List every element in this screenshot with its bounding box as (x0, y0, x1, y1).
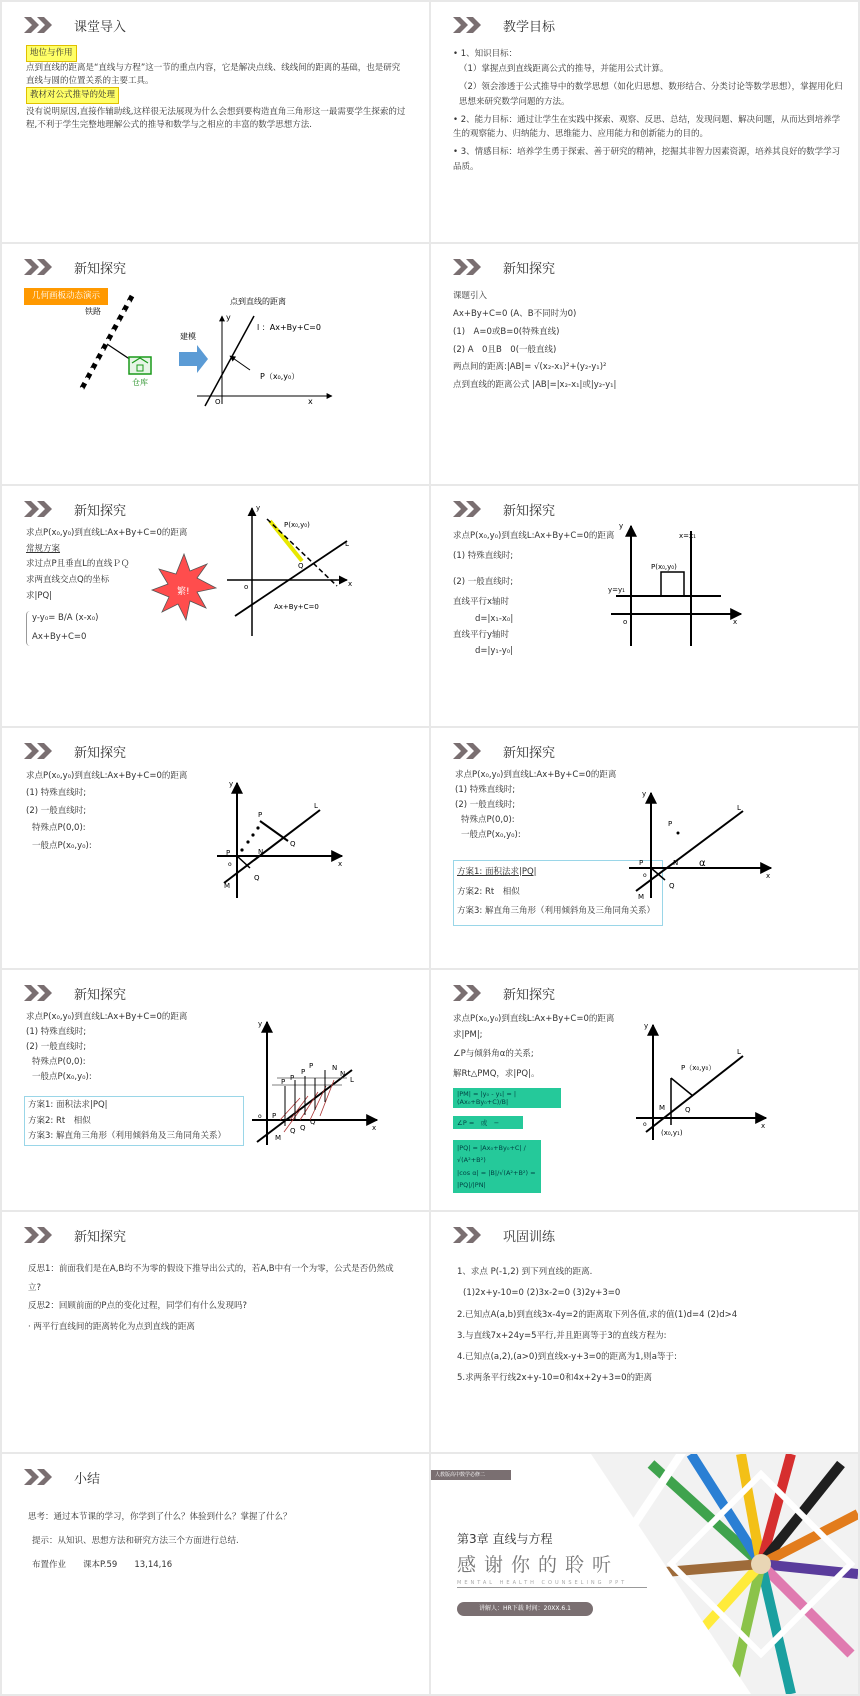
chevron-icon (453, 1227, 487, 1243)
slide-9[interactable] (2, 970, 429, 1210)
svg-text:x: x (761, 1122, 766, 1130)
slide-body: 课题引入 Ax+By+C=0 (A、B不同时为0) (1) A=0或B=0(特殊直线) (2) A 0且B 0(一般直线) 两点间的距离:|AB|= √(x₂-x₁)²+(y₂-y₁)² 点到直线的距离公式 |AB|=|x₂-x₁|或|y₂-y₁| (453, 291, 617, 391)
chevron-icon (24, 1469, 58, 1485)
line-label: l ：Ax+By+C=0 (257, 323, 321, 332)
slide-title: 新知探究 (503, 261, 556, 277)
svg-text:α: α (699, 858, 706, 869)
svg-text:P（x₀,y₀）: P（x₀,y₀） (681, 1064, 716, 1072)
svg-text:y: y (256, 504, 261, 512)
slide-title: 新知探究 (74, 987, 127, 1003)
svg-text:O: O (215, 398, 221, 406)
plans-list: 方案1: 面积法求|PQ| 方案2: Rt 相似 方案3: 解直角三角形（利用倾斜角及三角同角关系） (28, 1100, 226, 1142)
graph-title: 点到直线的距离 (230, 297, 286, 306)
geometry-diagram (431, 970, 858, 1210)
slide-body: 求点P(x₀,y₀)到直线L:Ax+By+C=0的距离 (1) 特殊直线时; (2) 一般直线时; 直线平行x轴时 d=|x₁-x₀| 直线平行y轴时 d=|y₁-y₀| (453, 531, 615, 656)
list-item: （2）领会渗透于公式推导中的数学思想（如化归思想、数形结合、分类讨论等数学思想），掌握用化归思想来研究数学问题的方法。 (459, 81, 843, 107)
svg-text:P: P (258, 811, 263, 819)
list-item: • 3、情感目标：培养学生勇于探索、善于研究的精神，挖掘其非智力因素资源，培养其良好的数学学习品质。 (453, 147, 841, 173)
svg-text:L: L (314, 802, 318, 810)
slide-7[interactable] (2, 728, 429, 968)
svg-text:Q: Q (669, 882, 675, 890)
svg-text:N: N (673, 859, 679, 867)
svg-text:P: P (281, 1078, 286, 1086)
slide-13[interactable] (2, 1454, 429, 1694)
slide-2[interactable] (431, 2, 858, 242)
slide-body: 求点P(x₀,y₀)到直线L:Ax+By+C=0的距离 (1) 特殊直线时; (2) 一般直线时; 特殊点P(0,0): 一般点P(x₀,y₀): (455, 770, 617, 840)
svg-text:x: x (372, 1124, 377, 1132)
exercise-list: 1、求点 P(-1,2) 到下列直线的距离. (1)2x+y-10=0 (2)3x-2=0 (3)2y+3=0 2.已知点A(a,b)到直线3x-4y=2的距离取下列各值,求的值(1)d=4 (2)d>4 3.与直线7x+24y=5平行,并且距离等于3的直线方程为: 4.已知点(a,2),(a>0)到直线x-y+3=0的距离为1,则a等于: 5.求两条平行线2x+y-10=0和4x+2y+3=0的距离 (457, 1267, 738, 1384)
svg-text:Q: Q (290, 840, 296, 848)
svg-text:Q: Q (298, 562, 304, 570)
slide-header (453, 256, 555, 278)
slide-body: 求点P(x₀,y₀)到直线L:Ax+By+C=0的距离 常规方案 求过点P且垂直L的直线ＰＱ 求两直线交点Q的坐标 求|PQ| y-y₀= B/A (x-x₀) Ax+By+C=0 (26, 526, 187, 646)
geometry-diagram (2, 486, 429, 726)
slide-header (453, 1224, 555, 1246)
svg-text:Q: Q (290, 1127, 296, 1135)
divider (457, 1587, 647, 1588)
slide-title: 新知探究 (503, 987, 556, 1003)
slide-14[interactable] (431, 1454, 858, 1694)
slide-title: 新知探究 (503, 745, 556, 761)
svg-text:y: y (642, 790, 647, 798)
slide-title: 教学目标 (503, 19, 556, 35)
rail-diagram (2, 244, 429, 484)
svg-text:y: y (619, 522, 624, 530)
svg-text:Q: Q (685, 1106, 691, 1114)
slide-header (24, 1224, 126, 1246)
slide-6[interactable] (431, 486, 858, 726)
formula-angle: ∠P = 或 − (453, 1116, 523, 1129)
geometry-diagram (2, 970, 429, 1210)
thanks-title: 感谢你的聆听 (457, 1554, 620, 1576)
rail-label: 铁路 (85, 307, 101, 316)
formula-pq: |PQ| = |Ax₀+By₀+C| / √(A²+B²) |cos α| = |B|/√(A²+B²) = |PQ|/|PN| (453, 1140, 541, 1193)
model-label: 建模 (180, 332, 196, 341)
slide-body (453, 47, 843, 175)
slide-header (24, 1466, 100, 1488)
warehouse-label: 仓库 (132, 378, 148, 387)
svg-text:M: M (224, 882, 231, 890)
geometry-diagram (2, 728, 429, 968)
svg-text:o: o (623, 618, 628, 626)
slide-8[interactable] (431, 728, 858, 968)
plans-list: 方案1: 面积法求|PQ| 方案2: Rt 相似 方案3: 解直角三角形（利用倾斜角及三角同角关系） (457, 867, 655, 917)
slide-header (453, 14, 555, 36)
svg-text:x: x (348, 580, 353, 588)
svg-text:o: o (228, 861, 232, 868)
svg-text:N: N (340, 1070, 346, 1078)
geometry-diagram (431, 728, 858, 968)
slide-title: 新知探究 (74, 1229, 127, 1245)
svg-text:N: N (332, 1064, 338, 1072)
svg-text:x: x (766, 872, 771, 880)
svg-text:P: P (226, 849, 231, 857)
svg-text:x: x (338, 860, 343, 868)
svg-text:o: o (244, 583, 249, 591)
svg-text:P: P (309, 1062, 314, 1070)
svg-text:L: L (350, 1076, 354, 1084)
slide-title: 课堂导入 (74, 19, 127, 35)
geometry-diagram (431, 486, 858, 726)
slide-1[interactable] (2, 2, 429, 242)
list-item: • 2、能力目标：通过让学生在实践中探索、观察、反思、总结，发现问题、解决问题，从而达到培养学生的观察能力、归纳能力、思维能力、应用能力和创新能力的目的。 (453, 114, 841, 140)
svg-text:o: o (643, 872, 647, 879)
svg-text:y: y (226, 313, 231, 322)
point-label: P（x₀,y₀） (260, 372, 300, 381)
slide-11[interactable] (2, 1212, 429, 1452)
slide-title: 新知探究 (74, 261, 127, 277)
svg-text:x: x (308, 397, 313, 406)
slide-body: 求点P(x₀,y₀)到直线L:Ax+By+C=0的距离 (1) 特殊直线时; (2) 一般直线时; 特殊点P(0,0): 一般点P(x₀,y₀): (26, 1012, 188, 1082)
svg-text:L: L (345, 540, 349, 548)
equation-system: y-y₀= B/A (x-x₀) Ax+By+C=0 (26, 611, 187, 646)
model-arrow-icon (179, 345, 208, 373)
slide-title: 新知探究 (74, 745, 127, 761)
list-item: （1）掌握点到直线距离公式的推导，并能用公式计算。 (459, 63, 669, 74)
chevron-icon (453, 259, 487, 275)
slide-body: 求点P(x₀,y₀)到直线L:Ax+By+C=0的距离 求|PM|; ∠P与倾斜角α的关系; 解Rt△PMQ，求|PQ|。 (453, 1014, 615, 1080)
chapter-title: 第3章 直线与方程 (457, 1532, 553, 1546)
svg-text:o: o (258, 1113, 262, 1120)
svg-text:(x₀,y₁): (x₀,y₁) (661, 1129, 683, 1137)
svg-text:L: L (737, 804, 741, 812)
svg-text:L: L (737, 1048, 741, 1056)
slide-title: 新知探究 (503, 503, 556, 519)
list-item: • 1、知识目标： (453, 49, 518, 59)
slide-4[interactable] (431, 244, 858, 484)
svg-text:P(x₀,y₀): P(x₀,y₀) (651, 563, 677, 571)
slide-header (24, 14, 126, 36)
slide-title: 新知探究 (74, 503, 127, 519)
svg-text:Q: Q (300, 1124, 306, 1132)
svg-text:M: M (275, 1134, 282, 1142)
slide-body: 思考：通过本节课的学习，你学到了什么？体验到什么？掌握了什么？ 提示：从知识、思想方法和研究方法三个方面进行总结. 布置作业 课本P.59 13,14,16 (28, 1512, 292, 1570)
svg-text:y: y (258, 1020, 263, 1028)
svg-text:P(x₀,y₀): P(x₀,y₀) (284, 521, 310, 529)
chevron-icon (24, 17, 58, 33)
svg-text:N: N (258, 848, 264, 856)
formula-pm: |PM| = |y₀ - y₁| = |(Ax₀+By₀+C)/B| (453, 1088, 561, 1108)
svg-text:P: P (301, 1068, 306, 1076)
paragraph: 点到直线的距离是“直线与方程”这一节的重点内容，它是解决点线、线线间的距离的基础，也是研究直线与圆的位置关系的主要工具。 (26, 62, 401, 86)
slide-5[interactable] (2, 486, 429, 726)
svg-text:P: P (290, 1074, 295, 1082)
speaker-pill: 讲解人：HR下载 时间：20XX.6.1 (457, 1602, 593, 1616)
badge: 人教版高中数学必修二 (431, 1470, 511, 1480)
slide-title: 巩固训练 (503, 1229, 556, 1245)
chevron-icon (24, 1227, 58, 1243)
svg-text:x=x₁: x=x₁ (679, 532, 696, 540)
paragraph: 没有说明原因,直接作辅助线,这样很无法展现为什么会想到要构造直角三角形这一最需要学生探索的过程,不利于学生完整地理解公式的推导和数学与之相应的丰富的数学思想方法. (26, 107, 406, 130)
svg-text:y: y (229, 780, 234, 788)
svg-text:M: M (638, 893, 645, 901)
svg-text:P: P (639, 859, 644, 867)
chevron-icon (453, 17, 487, 33)
svg-text:Q: Q (254, 874, 260, 882)
tag-dynamic-demo[interactable]: 几何画板动态演示 (24, 288, 108, 305)
slide-3[interactable] (2, 244, 429, 484)
svg-text:x: x (733, 618, 738, 626)
slide-body: 反思1：前面我们是在A,B均不为零的假设下推导出公式的，若A,B中有一个为零，公式是否仍然成立? 反思2：回顾前面的P点的变化过程，同学们有什么发现吗? · 两平行直线间的距离转化为点到直线的距离 (28, 1264, 394, 1333)
tag-position: 地位与作用 (26, 45, 77, 62)
svg-text:Q: Q (310, 1118, 316, 1126)
svg-text:y: y (644, 1022, 649, 1030)
svg-text:Ax+By+C=0: Ax+By+C=0 (274, 603, 319, 611)
svg-text:P: P (668, 820, 673, 828)
tag-textbook: 教材对公式推导的处理 (26, 87, 119, 104)
svg-text:M: M (659, 1104, 666, 1112)
slide-12[interactable] (431, 1212, 858, 1452)
svg-text:o: o (643, 1121, 647, 1128)
svg-text:y=y₁: y=y₁ (608, 586, 625, 594)
slide-body: 求点P(x₀,y₀)到直线L:Ax+By+C=0的距离 (1) 特殊直线时; (2) 一般直线时; 特殊点P(0,0): 一般点P(x₀,y₀): (26, 771, 188, 851)
subtitle: MENTAL HEALTH COUNSELING PPT (457, 1580, 628, 1586)
slide-10[interactable] (431, 970, 858, 1210)
svg-text:P: P (272, 1112, 277, 1120)
slide-body (26, 45, 406, 132)
slide-title: 小结 (74, 1471, 101, 1487)
burst-label: 繁! (177, 587, 190, 597)
